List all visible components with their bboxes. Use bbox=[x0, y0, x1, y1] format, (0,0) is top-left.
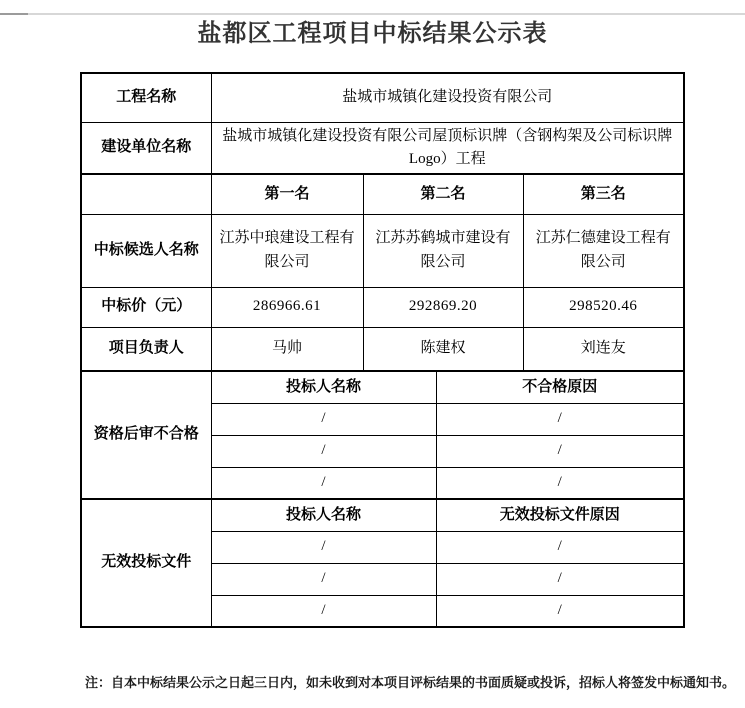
footer-note: 注：自本中标结果公示之日起三日内，如未收到对本项目评标结果的书面质疑或投诉，招标人将签发中标通知书。 bbox=[85, 675, 736, 690]
bid-price-label: 中标价（元） bbox=[81, 287, 211, 327]
row-invalid-header bbox=[81, 499, 684, 531]
qualification-reason-cell: / bbox=[436, 467, 684, 499]
page-title: 盐都区工程项目中标结果公示表 bbox=[197, 21, 548, 47]
window-top-border-accent bbox=[0, 13, 28, 15]
invalid-bidder-header: 投标人名称 bbox=[211, 499, 436, 531]
candidate-third: 江苏仁德建设工程有限公司 bbox=[523, 214, 684, 287]
qualification-reason-cell: / bbox=[436, 435, 684, 467]
project-manager-second: 陈建权 bbox=[363, 327, 523, 371]
qualification-bidder-header: 投标人名称 bbox=[211, 371, 436, 403]
qualification-section-label: 资格后审不合格 bbox=[81, 371, 211, 499]
invalid-reason-header: 无效投标文件原因 bbox=[436, 499, 684, 531]
qualification-bidder-cell: / bbox=[211, 403, 436, 435]
qualification-reason-header: 不合格原因 bbox=[436, 371, 684, 403]
candidates-label: 中标候选人名称 bbox=[81, 214, 211, 287]
invalid-section-label: 无效投标文件 bbox=[81, 499, 211, 627]
row-project-name bbox=[81, 73, 684, 122]
project-manager-label: 项目负责人 bbox=[81, 327, 211, 371]
bid-result-table bbox=[80, 72, 685, 628]
candidate-second: 江苏苏鹤城市建设有限公司 bbox=[363, 214, 523, 287]
rank-header-spacer bbox=[81, 174, 211, 214]
candidate-first: 江苏中琅建设工程有限公司 bbox=[211, 214, 363, 287]
qualification-bidder-cell: / bbox=[211, 467, 436, 499]
bid-price-second: 292869.20 bbox=[363, 287, 523, 327]
invalid-reason-cell: / bbox=[436, 595, 684, 627]
invalid-reason-cell: / bbox=[436, 563, 684, 595]
project-manager-third: 刘连友 bbox=[523, 327, 684, 371]
bid-price-first: 286966.61 bbox=[211, 287, 363, 327]
invalid-bidder-cell: / bbox=[211, 595, 436, 627]
row-qualification-header bbox=[81, 371, 684, 403]
project-name-label: 工程名称 bbox=[81, 73, 211, 122]
invalid-bidder-cell: / bbox=[211, 531, 436, 563]
window-top-border bbox=[0, 13, 745, 15]
rank-header-third: 第三名 bbox=[523, 174, 684, 214]
owner-name-label: 建设单位名称 bbox=[81, 122, 211, 174]
invalid-reason-cell: / bbox=[436, 531, 684, 563]
invalid-bidder-cell: / bbox=[211, 563, 436, 595]
row-project-manager bbox=[81, 327, 684, 371]
qualification-reason-cell: / bbox=[436, 403, 684, 435]
row-bid-price bbox=[81, 287, 684, 327]
row-candidates bbox=[81, 214, 684, 287]
rank-header-second: 第二名 bbox=[363, 174, 523, 214]
row-owner-name bbox=[81, 122, 684, 174]
qualification-bidder-cell: / bbox=[211, 435, 436, 467]
owner-name-value: 盐城市城镇化建设投资有限公司屋顶标识牌（含钢构架及公司标识牌 Logo）工程 bbox=[211, 122, 684, 174]
project-name-value: 盐城市城镇化建设投资有限公司 bbox=[211, 73, 684, 122]
bid-price-third: 298520.46 bbox=[523, 287, 684, 327]
row-rank-headers bbox=[81, 174, 684, 214]
project-manager-first: 马帅 bbox=[211, 327, 363, 371]
rank-header-first: 第一名 bbox=[211, 174, 363, 214]
